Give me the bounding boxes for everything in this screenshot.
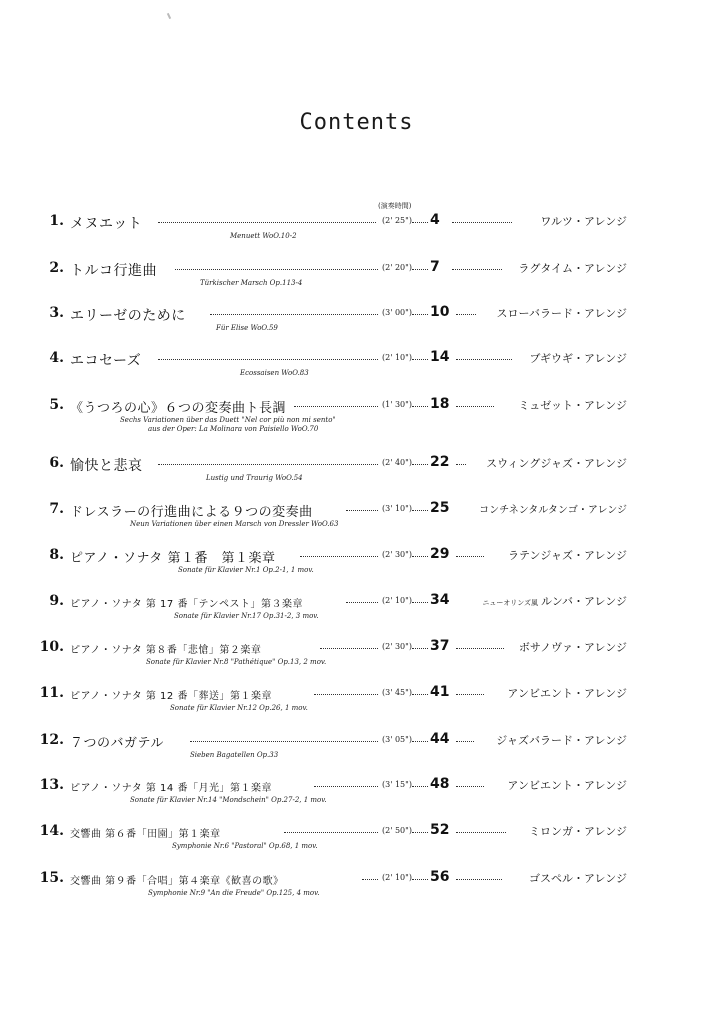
leader-dots	[412, 602, 428, 603]
entry-title: ピアノ・ソナタ 第８番「悲愴」第２楽章	[70, 645, 262, 656]
leader-dots	[158, 359, 378, 360]
leader-dots	[314, 694, 378, 695]
leader-dots	[456, 314, 476, 315]
entry-title: 交響曲 第６番「田園」第１楽章	[70, 829, 221, 840]
toc-entry[interactable]	[0, 260, 713, 300]
entry-page: 37	[430, 638, 450, 654]
leader-dots	[320, 648, 378, 649]
leader-dots	[294, 406, 378, 407]
entry-title: 《うつろの心》６つの変奏曲ト長調	[70, 401, 287, 416]
arrangement-label: ミュゼット・アレンジ	[518, 399, 627, 412]
entry-subtitle: Lustig und Traurig WoO.54	[206, 474, 303, 482]
arrangement-label: スウィングジャズ・アレンジ	[486, 457, 627, 470]
entry-number: 12.	[39, 732, 64, 748]
entry-duration: (2' 50")	[382, 826, 412, 835]
entry-duration: (3' 00")	[382, 308, 412, 317]
entry-arrangement	[540, 213, 627, 229]
arrangement-label: ジャズバラード・アレンジ	[496, 734, 627, 747]
arrangement-label: コンチネンタルタンゴ・アレンジ	[479, 505, 627, 516]
entry-arrangement	[507, 685, 627, 701]
entry-duration: (2' 20")	[382, 263, 412, 272]
entry-arrangement	[518, 397, 627, 413]
leader-dots	[412, 879, 428, 880]
arrangement-label: ブギウギ・アレンジ	[529, 352, 627, 365]
leader-dots	[412, 269, 428, 270]
entry-duration: (2' 40")	[382, 458, 412, 467]
entry-page: 29	[430, 546, 450, 562]
entry-duration: (2' 10")	[382, 873, 412, 882]
leader-dots	[456, 879, 502, 880]
toc-entry[interactable]	[0, 350, 713, 390]
entry-number: 13.	[39, 777, 64, 793]
leader-dots	[412, 556, 428, 557]
leader-dots	[456, 786, 484, 787]
entry-number: 15.	[39, 870, 64, 886]
entry-page: 48	[430, 776, 450, 792]
entry-subtitle: Sechs Variationen über das Duett "Nel cor più non mi sento"	[120, 416, 336, 424]
entry-number: 9.	[49, 593, 64, 609]
entry-subtitle: Sieben Bagatellen Op.33	[190, 751, 279, 759]
leader-dots	[175, 269, 378, 270]
entry-number: 8.	[49, 547, 64, 563]
leader-dots	[190, 741, 378, 742]
arrangement-label: ミロンガ・アレンジ	[528, 825, 627, 838]
leader-dots	[456, 832, 506, 833]
leader-dots	[158, 464, 378, 465]
entry-duration: (3' 45")	[382, 688, 412, 697]
leader-dots	[456, 464, 466, 465]
toc-entry[interactable]	[0, 777, 713, 817]
toc-entry[interactable]	[0, 547, 713, 587]
entry-page: 18	[430, 396, 450, 412]
toc-entry[interactable]	[0, 455, 713, 495]
entry-arrangement	[479, 501, 627, 516]
entry-page: 7	[430, 259, 440, 275]
entry-arrangement	[519, 639, 627, 655]
entry-page: 34	[430, 592, 450, 608]
entry-number: 2.	[49, 260, 64, 276]
entry-subtitle: Symphonie Nr.9 "An die Freude" Op.125, 4 mov.	[148, 889, 320, 897]
entry-subtitle: Sonate für Klavier Nr.17 Op.31-2, 3 mov.	[174, 612, 319, 620]
leader-dots	[412, 359, 428, 360]
arrangement-label: ラグタイム・アレンジ	[518, 262, 627, 275]
entry-page: 22	[430, 454, 450, 470]
entry-subtitle-line2: aus der Oper: La Molinara von Paisiello WoO.70	[148, 425, 319, 433]
toc-entry[interactable]	[0, 501, 713, 541]
duration-header: (演奏時間)	[378, 202, 412, 210]
toc-entry[interactable]	[0, 397, 713, 437]
toc-entry[interactable]	[0, 639, 713, 679]
entry-subtitle: Für Elise WoO.59	[216, 324, 278, 332]
page-title: Contents	[299, 110, 414, 135]
entry-subtitle: Sonate für Klavier Nr.8 "Pathétique" Op.13, 2 mov.	[146, 658, 327, 666]
leader-dots	[456, 694, 484, 695]
entry-number: 5.	[49, 397, 64, 413]
entry-duration: (2' 10")	[382, 596, 412, 605]
leader-dots	[210, 314, 378, 315]
entry-page: 4	[430, 212, 440, 228]
entry-title: ドレスラーの行進曲による９つの変奏曲	[70, 505, 313, 520]
entry-duration: (3' 15")	[382, 780, 412, 789]
entry-page: 25	[430, 500, 450, 516]
entry-number: 14.	[39, 823, 64, 839]
leader-dots	[158, 222, 376, 223]
toc-entry[interactable]	[0, 685, 713, 725]
paper-speck	[167, 13, 171, 19]
leader-dots	[412, 786, 428, 787]
leader-dots	[412, 832, 428, 833]
arrangement-label: ルンバ・アレンジ	[541, 595, 627, 608]
entry-number: 3.	[49, 305, 64, 321]
entry-number: 7.	[49, 501, 64, 517]
entry-title: ピアノ・ソナタ 第 12 番「葬送」第１楽章	[70, 691, 272, 702]
leader-dots	[314, 786, 378, 787]
entry-number: 6.	[49, 455, 64, 471]
entry-subtitle: Sonate für Klavier Nr.12 Op.26, 1 mov.	[170, 704, 308, 712]
arrangement-label: ボサノヴァ・アレンジ	[518, 641, 627, 654]
entry-title: エコセーズ	[70, 353, 142, 369]
entry-title: ピアノ・ソナタ 第 17 番「テンペスト」第３楽章	[70, 599, 303, 610]
entry-subtitle: Symphonie Nr.6 "Pastoral" Op.68, 1 mov.	[172, 842, 318, 850]
entry-title: トルコ行進曲	[70, 263, 157, 279]
entry-page: 10	[430, 304, 450, 320]
toc-entry[interactable]	[0, 870, 713, 910]
entry-duration: (2' 30")	[382, 550, 412, 559]
entry-number: 11.	[39, 685, 64, 701]
entry-arrangement	[496, 732, 627, 748]
entry-arrangement	[486, 455, 627, 471]
leader-dots	[284, 832, 378, 833]
entry-arrangement	[482, 593, 627, 609]
leader-dots	[456, 406, 494, 407]
leader-dots	[412, 222, 428, 223]
toc-entry[interactable]	[0, 823, 713, 863]
arrangement-prefix: ニューオリンズ風	[482, 599, 539, 607]
leader-dots	[412, 648, 428, 649]
leader-dots	[346, 602, 378, 603]
leader-dots	[456, 741, 474, 742]
leader-dots	[362, 879, 378, 880]
entry-title: ピアノ・ソナタ 第 14 番「月光」第１楽章	[70, 783, 272, 794]
entry-page: 56	[430, 869, 450, 885]
leader-dots	[456, 648, 504, 649]
entry-page: 52	[430, 822, 450, 838]
entry-title: 愉快と悲哀	[70, 458, 143, 474]
entry-duration: (3' 05")	[382, 735, 412, 744]
entry-arrangement	[518, 260, 627, 276]
entry-number: 4.	[49, 350, 64, 366]
entry-duration: (2' 10")	[382, 353, 412, 362]
entry-subtitle: Ecossaisen WoO.83	[240, 369, 309, 377]
leader-dots	[300, 556, 378, 557]
entry-arrangement	[529, 870, 627, 886]
leader-dots	[412, 510, 428, 511]
entry-subtitle: Sonate für Klavier Nr.1 Op.2-1, 1 mov.	[178, 566, 314, 574]
entry-subtitle: Türkischer Marsch Op.113-4	[200, 279, 303, 287]
entry-page: 44	[430, 731, 450, 747]
entry-title: エリーゼのために	[70, 308, 186, 324]
toc-entry[interactable]	[0, 732, 713, 772]
arrangement-label: ワルツ・アレンジ	[540, 215, 627, 228]
entry-arrangement	[529, 823, 627, 839]
entry-title: ピアノ・ソナタ 第１番 第１楽章	[70, 551, 276, 566]
arrangement-label: アンビエント・アレンジ	[507, 687, 627, 700]
entry-arrangement	[507, 777, 627, 793]
entry-arrangement	[508, 547, 627, 563]
entry-title: メヌエット	[70, 216, 143, 232]
entry-page: 41	[430, 684, 450, 700]
entry-title: ７つのバガテル	[70, 736, 164, 751]
leader-dots	[456, 556, 484, 557]
entry-subtitle: Sonate für Klavier Nr.14 "Mondschein" Op.27-2, 1 mov.	[130, 796, 327, 804]
entry-arrangement	[497, 305, 627, 321]
leader-dots	[412, 406, 428, 407]
toc-entry[interactable]	[0, 213, 713, 253]
entry-duration: (2' 30")	[382, 642, 412, 651]
entry-number: 10.	[39, 639, 64, 655]
arrangement-label: アンビエント・アレンジ	[507, 779, 627, 792]
entry-number: 1.	[49, 213, 64, 229]
leader-dots	[412, 694, 428, 695]
leader-dots	[452, 269, 502, 270]
toc-entry[interactable]	[0, 305, 713, 345]
leader-dots	[346, 510, 378, 511]
arrangement-label: スローバラード・アレンジ	[496, 307, 627, 320]
entry-duration: (3' 10")	[382, 504, 412, 513]
entry-duration: (2' 25")	[382, 216, 412, 225]
leader-dots	[412, 314, 428, 315]
entry-page: 14	[430, 349, 450, 365]
entry-title: 交響曲 第９番「合唱」第４楽章《歓喜の歌》	[70, 876, 284, 887]
arrangement-label: ゴスペル・アレンジ	[528, 872, 627, 885]
leader-dots	[412, 741, 428, 742]
entry-subtitle: Neun Variationen über einen Marsch von Dressler WoO.63	[130, 520, 339, 528]
arrangement-label: ラテンジャズ・アレンジ	[508, 549, 627, 562]
entry-arrangement	[529, 350, 627, 366]
toc-entry[interactable]	[0, 593, 713, 633]
leader-dots	[412, 464, 428, 465]
leader-dots	[452, 222, 512, 223]
entry-duration: (1' 30")	[382, 400, 412, 409]
entry-subtitle: Menuett WoO.10-2	[230, 232, 297, 240]
leader-dots	[456, 359, 512, 360]
